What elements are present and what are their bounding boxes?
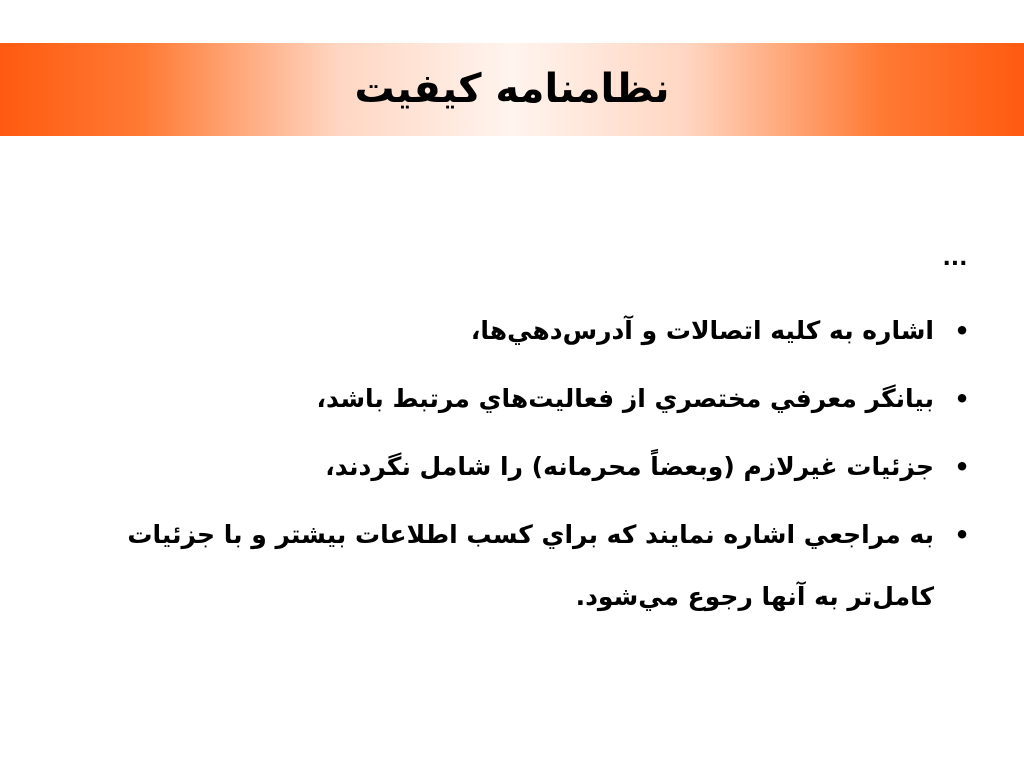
bullet-item	[40, 300, 980, 362]
bullet-text: اشاره به کليه اتصالات و آدرس‌دهي‌ها،	[470, 316, 934, 345]
bullet-icon: •	[954, 453, 970, 481]
bullet-item	[40, 368, 980, 430]
bullet-list	[40, 300, 980, 634]
bullet-text: به مراجعي اشاره نمايند که براي کسب اطلاعات بيشتر و با جزئيات کامل‌تر به آنها رجوع مي‌شود.	[127, 520, 934, 611]
bullet-icon: •	[954, 521, 970, 549]
bullet-text: بيانگر معرفي مختصري از فعاليت‌هاي مرتبط باشد،	[316, 384, 934, 413]
ellipsis-marker: ...	[942, 246, 968, 271]
bullet-icon: •	[954, 317, 970, 345]
bullet-icon: •	[954, 385, 970, 413]
bullet-text: جزئيات غيرلازم (وبعضاً محرمانه) را شامل نگردند،	[325, 452, 934, 481]
bullet-item	[40, 504, 980, 628]
slide-title: نظامنامه کيفيت	[354, 66, 670, 112]
bullet-item	[40, 436, 980, 498]
title-bar	[0, 43, 1024, 136]
